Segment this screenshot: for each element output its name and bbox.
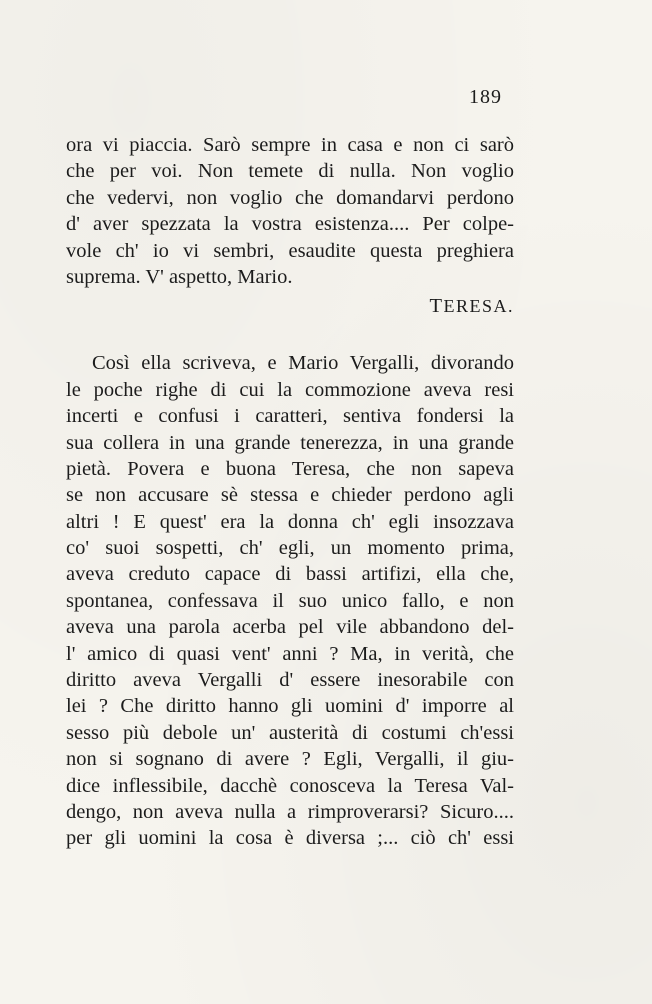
paragraph-line: altri ! E quest' era la donna ch' egli insozzava xyxy=(66,510,514,533)
paragraph-line: non si sognano di avere ? Egli, Vergalli, il giu- xyxy=(66,748,514,771)
paragraph-line: le poche righe di cui la commozione aveva resi xyxy=(66,378,514,401)
paragraph-line: dice inflessibile, dacchè conosceva la Teresa Val- xyxy=(66,774,514,797)
paragraph-line: aveva creduto capace di bassi artifizi, ella che, xyxy=(66,563,514,586)
paragraph-line: se non accusare sè stessa e chieder perdono agli xyxy=(66,484,514,507)
paragraph-line: dengo, non aveva nulla a rimproverarsi? Sicuro.... xyxy=(66,800,514,823)
letter-line: che per voi. Non temete di nulla. Non voglio xyxy=(66,160,514,183)
paragraph-line: diritto aveva Vergalli d' essere inesorabile con xyxy=(66,669,514,692)
paragraph-line: sua collera in una grande tenerezza, in una grande xyxy=(66,431,514,454)
signature-initial: T xyxy=(429,295,444,318)
paragraph-line: aveva una parola acerba pel vile abbandono del- xyxy=(66,616,514,639)
letter-line: vole ch' io vi sembri, esaudite questa preghiera xyxy=(66,239,514,262)
signature-rest: ERESA. xyxy=(443,296,514,317)
letter-line: suprema. V' aspetto, Mario. xyxy=(66,265,293,288)
paragraph-line: l' amico di quasi vent' anni ? Ma, in verità, che xyxy=(66,642,514,665)
paragraph-line: incerti e confusi i caratteri, sentiva fondersi la xyxy=(66,405,514,428)
paragraph-line: lei ? Che diritto hanno gli uomini d' imporre al xyxy=(66,695,514,718)
letter-excerpt xyxy=(66,132,514,320)
letter-signature xyxy=(66,292,514,320)
paragraph-line: sesso più debole un' austerità di costumi ch'essi xyxy=(66,721,514,744)
paragraph-line: co' suoi sospetti, ch' egli, un momento prima, xyxy=(66,537,514,560)
page-number: 189 xyxy=(469,86,502,108)
paragraph-gap xyxy=(66,320,514,350)
paragraph-line: spontanea, confessava il suo unico fallo, e non xyxy=(66,589,514,612)
paragraph-line: pietà. Povera e buona Teresa, che non sapeva xyxy=(66,457,514,480)
text-block xyxy=(66,132,514,852)
paragraph-line: per gli uomini la cosa è diversa ;... ciò ch' essi xyxy=(66,827,514,850)
paragraph-line: Così ella scriveva, e Mario Vergalli, divorando xyxy=(92,352,514,375)
letter-line: ora vi piaccia. Sarò sempre in casa e non ci sarò xyxy=(66,134,514,156)
letter-line: che vedervi, non voglio che domandarvi perdono xyxy=(66,186,514,209)
letter-line: d' aver spezzata la vostra esistenza.... Per colpe- xyxy=(66,213,514,236)
narrative-paragraph xyxy=(66,350,514,851)
